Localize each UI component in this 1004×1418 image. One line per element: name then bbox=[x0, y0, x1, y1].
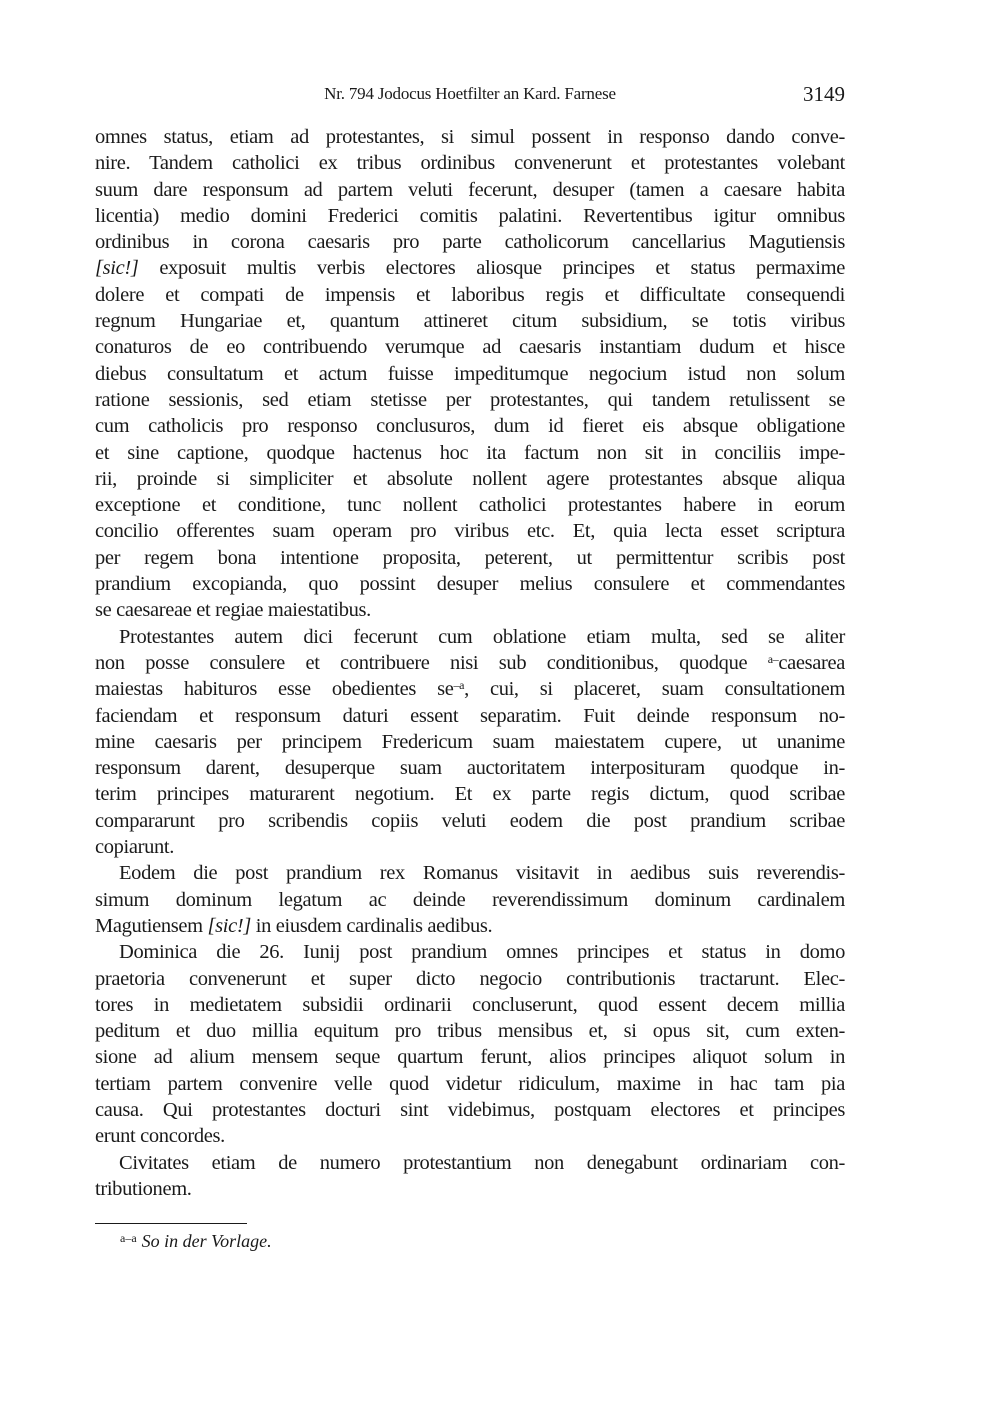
text-line: mine caesaris per principem Fredericum suam maiestatem cupere, ut unanime bbox=[95, 730, 845, 753]
text-line: regnum Hungariae et, quantum attineret citum subsidium, se totis viribus bbox=[95, 310, 845, 333]
text-line: responsum darent, desuperque suam auctoritatem interposituram quodque in- bbox=[95, 757, 845, 780]
text-line: rii, proinde si simpliciter et absolute nollent agere protestantes absque aliqua bbox=[95, 467, 845, 490]
text-line: tores in medietatem subsidii ordinarii concluserunt, quod essent decem millia bbox=[95, 993, 845, 1016]
text-line: omnes status, etiam ad protestantes, si simul possent in responso dando conve- bbox=[95, 126, 845, 148]
text-line: Dominica die 26. Iunij post prandium omnes principes et status in domo bbox=[119, 941, 845, 964]
footnote-divider bbox=[95, 1223, 247, 1224]
sic-annotation: [sic!] bbox=[207, 914, 251, 937]
text-line: suum dare responsum ad partem veluti fecerunt, desuper (tamen a caesare habita bbox=[95, 178, 845, 201]
text-line: Eodem die post prandium rex Romanus visitavit in aedibus suis reverendis- bbox=[119, 862, 845, 885]
text-line: Civitates etiam de numero protestantium non denegabunt ordinariam con- bbox=[119, 1151, 845, 1174]
text-line: peditum et duo millia equitum pro tribus mensibus et, si opus sit, cum exten- bbox=[95, 1020, 845, 1043]
text-line: ordinibus in corona caesaris pro parte catholicorum cancellarius Magutiensis bbox=[95, 231, 845, 254]
text-span: Magutiensem bbox=[95, 914, 208, 937]
text-line: nire. Tandem catholici ex tribus ordinibus convenerunt et protestantes volebant bbox=[95, 152, 845, 175]
text-line: et sine captione, quodque hactenus hoc ita factum non sit in conciliis impe- bbox=[95, 441, 845, 464]
text-line: exceptione et conditione, tunc nollent catholici protestantes habere in eorum bbox=[95, 494, 845, 517]
page-number: 3149 bbox=[803, 82, 845, 106]
text-line: tributionem. bbox=[95, 1177, 192, 1200]
text-line: se caesareae et regiae maiestatibus. bbox=[95, 599, 371, 622]
text-line: dolere et compati de impensis et laboribus regis et difficultate consequendi bbox=[95, 283, 845, 306]
text-line: per regem bona intentione proposita, peterent, ut permittentur scribis post bbox=[95, 546, 845, 569]
text-line bbox=[95, 255, 845, 281]
footnote-text: So in der Vorlage. bbox=[141, 1231, 272, 1251]
footnote-ref-open: a– bbox=[767, 651, 779, 666]
text-line: sione ad alium mensem seque quartum ferunt, alios principes aliquot solum in bbox=[95, 1046, 845, 1069]
footnote-mark: a–a bbox=[120, 1231, 137, 1245]
text-line: concilio offerentes suam operam pro viribus etc. Et, quia lecta esset scriptura bbox=[95, 520, 845, 543]
text-line: faciendam et responsum daturi essent separatim. Fuit deinde responsum no- bbox=[95, 704, 845, 727]
text-span: , cui, si placeret, suam consultationem bbox=[464, 678, 845, 701]
text-line: praetoria convenerunt et super dicto negocio contributionis tractarunt. Elec- bbox=[95, 967, 845, 990]
text-span: non posse consulere et contribuere nisi sub conditionibus, quodque bbox=[95, 651, 768, 674]
text-line bbox=[95, 676, 845, 702]
text-line bbox=[95, 913, 845, 939]
text-line bbox=[95, 650, 845, 676]
running-title: Nr. 794 Jodocus Hoetfilter an Kard. Farnese bbox=[324, 84, 616, 103]
text-span: caesarea bbox=[778, 651, 845, 674]
footnote bbox=[120, 1228, 272, 1254]
body-text bbox=[95, 124, 845, 1202]
sic-annotation: [sic!] bbox=[95, 257, 139, 280]
text-line: erunt concordes. bbox=[95, 1125, 225, 1148]
text-line: causa. Qui protestantes docturi sint videbimus, postquam electores et principes bbox=[95, 1098, 845, 1121]
text-line: compararunt pro scribendis copiis veluti eodem die post prandium scribae bbox=[95, 809, 845, 832]
text-line: cum catholicis pro responso conclusuros, dum id fieret eis absque obligatione bbox=[95, 415, 845, 438]
text-line: diebus consultatum et actum fuisse impeditumque negocium istud non solum bbox=[95, 362, 845, 385]
text-line: prandium excopianda, quo possint desuper melius consulere et commendantes bbox=[95, 573, 845, 596]
text-line: ratione sessionis, sed etiam stetisse per protestantes, qui tandem retulissent se bbox=[95, 388, 845, 411]
text-line: tertiam partem convenire velle quod videtur ridiculum, maxime in hac tam pia bbox=[95, 1072, 845, 1095]
text-span: in eiusdem cardinalis aedibus. bbox=[250, 914, 493, 937]
text-span: maiestas habituros esse obedientes se bbox=[95, 678, 454, 701]
text-line: conaturos de eo contribuendo verumque ad caesaris instantiam dudum et hisce bbox=[95, 336, 845, 359]
text-line: Protestantes autem dici fecerunt cum oblatione etiam multa, sed se aliter bbox=[119, 625, 845, 648]
text-line: terim principes maturarent negotium. Et ex parte regis dictum, quod scribae bbox=[95, 783, 845, 806]
text-line: copiarunt. bbox=[95, 836, 175, 859]
text-line: simum dominum legatum ac deinde reverendissimum dominum cardinalem bbox=[95, 888, 845, 911]
footnote-ref-close: –a bbox=[453, 678, 465, 693]
text-span: exposuit multis verbis electores aliosque principes et status permaxime bbox=[138, 257, 845, 280]
text-line: licentia) medio domini Frederici comitis palatini. Revertentibus igitur omnibus bbox=[95, 204, 845, 227]
running-header bbox=[95, 80, 845, 108]
